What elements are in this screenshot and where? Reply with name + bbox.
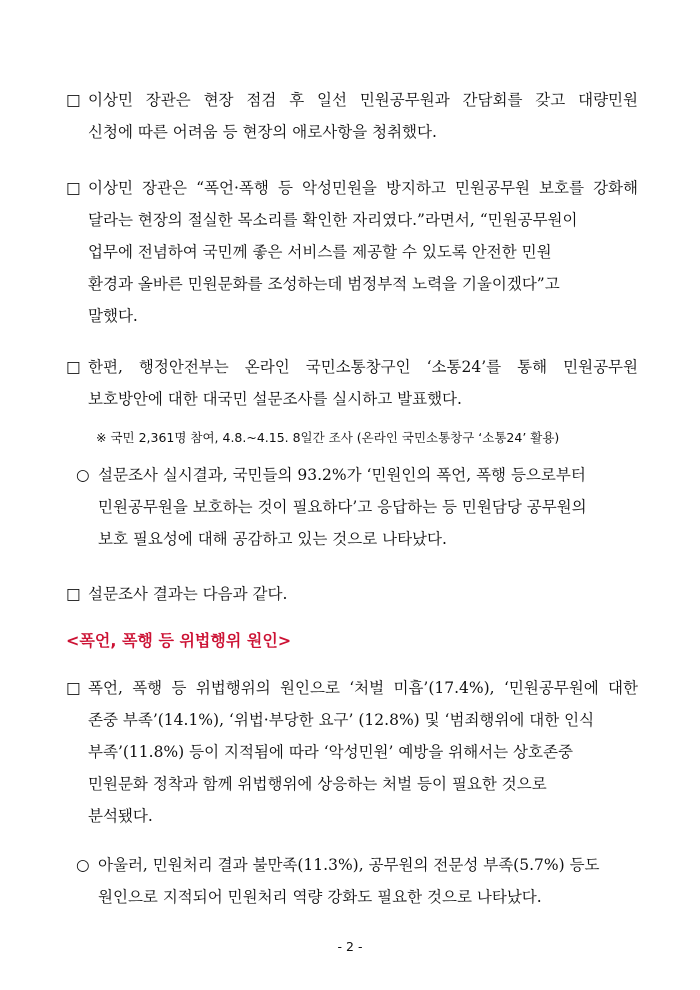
square-bullet-icon: □ [66, 358, 81, 376]
survey-note: ※ 국민 2,361명 참여, 4.8.~4.15. 8일간 조사 (온라인 국민소통창구 ‘소통24’ 활용) [96, 430, 560, 445]
paragraph-line: 신청에 따른 어려움 등 현장의 애로사항을 청취했다. [88, 123, 437, 141]
paragraph-line: 부족’(11.8%) 등이 지적됨에 따라 ‘악성민원’ 예방을 위해서는 상호존중 [88, 743, 573, 761]
paragraph-text: 설문조사 실시결과, 국민들의 93.2%가 ‘민원인의 폭언, 폭행 등으로부터 [98, 466, 586, 484]
paragraph-text: 설문조사 결과는 다음과 같다. [88, 585, 288, 603]
paragraph-line [66, 176, 638, 198]
paragraph-text: 한편, 행정안전부는 온라인 국민소통창구인 ‘소통24’를 통해 민원공무원 [88, 358, 638, 376]
paragraph-text: 폭언, 폭행 등 위법행위의 원인으로 ‘처벌 미흡’(17.4%), ‘민원공무원에 대한 [88, 679, 638, 697]
paragraph-line [76, 463, 586, 485]
square-bullet-icon: □ [66, 179, 81, 197]
section-heading: <폭언, 폭행 등 위법행위 원인> [66, 631, 292, 650]
paragraph-line: 말했다. [88, 307, 138, 325]
paragraph-line [66, 88, 638, 110]
paragraph-line: 업무에 전념하여 국민께 좋은 서비스를 제공할 수 있도록 안전한 민원 [88, 243, 552, 261]
paragraph-line: 원인으로 지적되어 민원처리 역량 강화도 필요한 것으로 나타났다. [98, 888, 542, 906]
page-number: - 2 - [337, 939, 363, 954]
circle-bullet-icon: ○ [76, 466, 90, 484]
paragraph-line: 분석됐다. [88, 807, 153, 825]
paragraph-line: 보호방안에 대한 대국민 설문조사를 실시하고 발표했다. [88, 390, 462, 408]
paragraph-line: 민원공무원을 보호하는 것이 필요하다’고 응답하는 등 민원담당 공무원의 [98, 498, 587, 516]
paragraph-line [66, 582, 287, 604]
paragraph-line: 보호 필요성에 대해 공감하고 있는 것으로 나타났다. [98, 530, 447, 548]
paragraph-line: 환경과 올바른 민원문화를 조성하는데 범정부적 노력을 기울이겠다”고 [88, 275, 560, 293]
paragraph-line: 존중 부족’(14.1%), ‘위법·부당한 요구’ (12.8%) 및 ‘범죄행위에 대한 인식 [88, 711, 595, 729]
paragraph-line [76, 853, 600, 875]
paragraph-line [66, 676, 638, 698]
paragraph-text: 이상민 장관은 “폭언·폭행 등 악성민원을 방지하고 민원공무원 보호를 강화해 [88, 179, 638, 197]
paragraph-text: 아울러, 민원처리 결과 불만족(11.3%), 공무원의 전문성 부족(5.7%) 등도 [98, 856, 600, 874]
square-bullet-icon: □ [66, 679, 81, 697]
square-bullet-icon: □ [66, 585, 81, 603]
paragraph-line: 달라는 현장의 절실한 목소리를 확인한 자리였다.”라면서, “민원공무원이 [88, 211, 578, 229]
circle-bullet-icon: ○ [76, 856, 90, 874]
paragraph-line [66, 355, 638, 377]
paragraph-text: 이상민 장관은 현장 점검 후 일선 민원공무원과 간담회를 갖고 대량민원 [88, 91, 638, 109]
paragraph-line: 민원문화 정착과 함께 위법행위에 상응하는 처벌 등이 필요한 것으로 [88, 775, 547, 793]
square-bullet-icon: □ [66, 91, 81, 109]
